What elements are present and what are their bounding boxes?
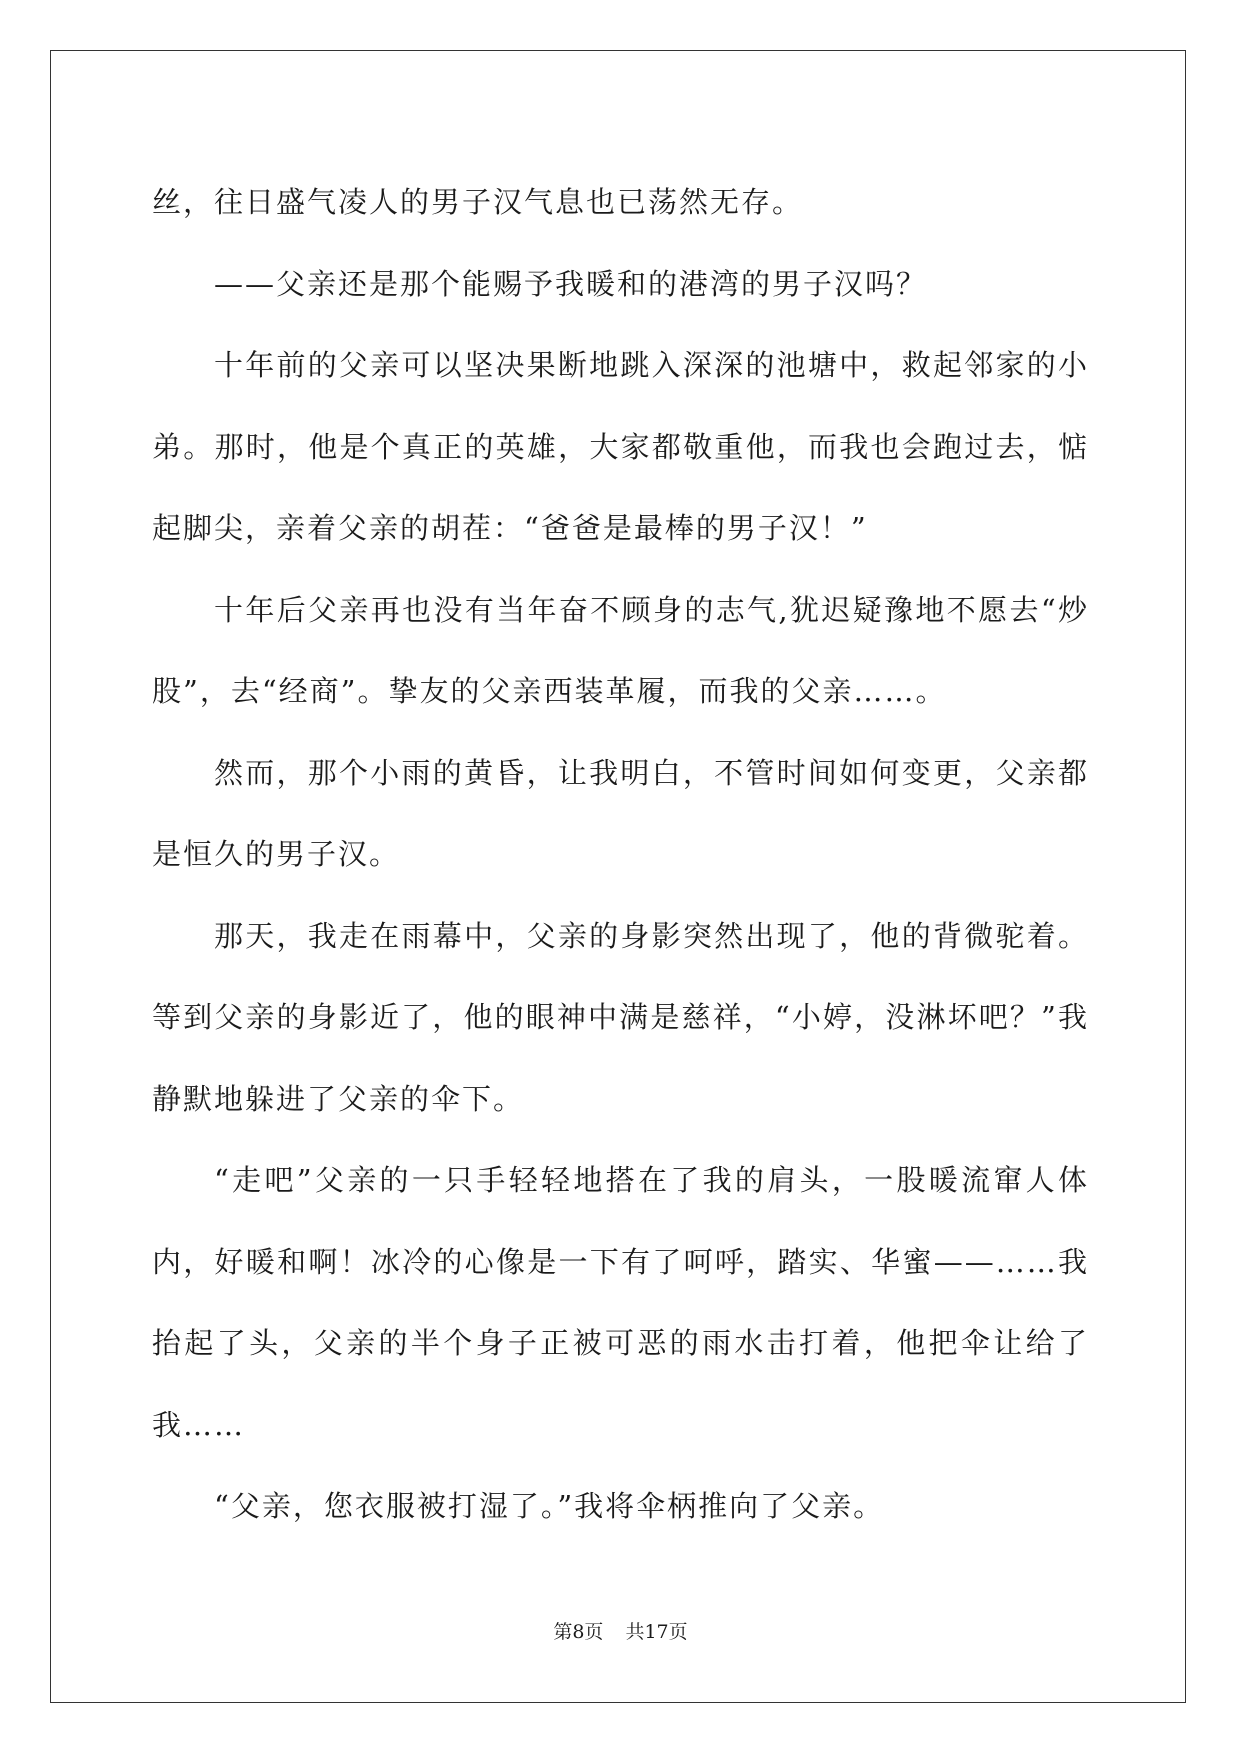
paragraph-5: 然而，那个小雨的黄昏，让我明白，不管时间如何变更，父亲都是恒久的男子汉。: [152, 755, 1089, 871]
paragraph-6: 那天，我走在雨幕中，父亲的身影突然出现了，他的背微驼着。等到父亲的身影近了，他的眼神中满是慈祥，“小婷，没淋坏吧？”我静默地躲进了父亲的伞下。: [152, 918, 1089, 1116]
current-page-label: 第8页: [553, 1621, 604, 1643]
total-pages-label: 共17页: [625, 1621, 688, 1643]
paragraph-2: ——父亲还是那个能赐予我暖和的港湾的男子汉吗？: [214, 266, 928, 301]
paragraph-7: “走吧”父亲的一只手轻轻地搭在了我的肩头，一股暖流窜人体内，好暖和啊！冰冷的心像是一下有了呵呼，踏实、华蜜——……我抬起了头，父亲的半个身子正被可恶的雨水击打着，他把伞让给了我……: [152, 1163, 1089, 1442]
document-body: [152, 162, 1089, 1548]
page-footer: [0, 1620, 1241, 1644]
paragraph-3: 十年前的父亲可以坚决果断地跳入深深的池塘中，救起邻家的小弟。那时，他是个真正的英雄，大家都敬重他，而我也会跑过去，惦起脚尖，亲着父亲的胡茬：“爸爸是最棒的男子汉！”: [152, 348, 1089, 545]
paragraph-8: “父亲，您衣服被打湿了。”我将伞柄推向了父亲。: [214, 1489, 885, 1523]
paragraph-4: 十年后父亲再也没有当年奋不顾身的志气,犹迟疑豫地不愿去“炒股”，去“经商”。挚友的父亲西装革履，而我的父亲……。: [152, 592, 1089, 708]
paragraph-1: 丝，往日盛气凌人的男子汉气息也已荡然无存。: [152, 185, 804, 219]
